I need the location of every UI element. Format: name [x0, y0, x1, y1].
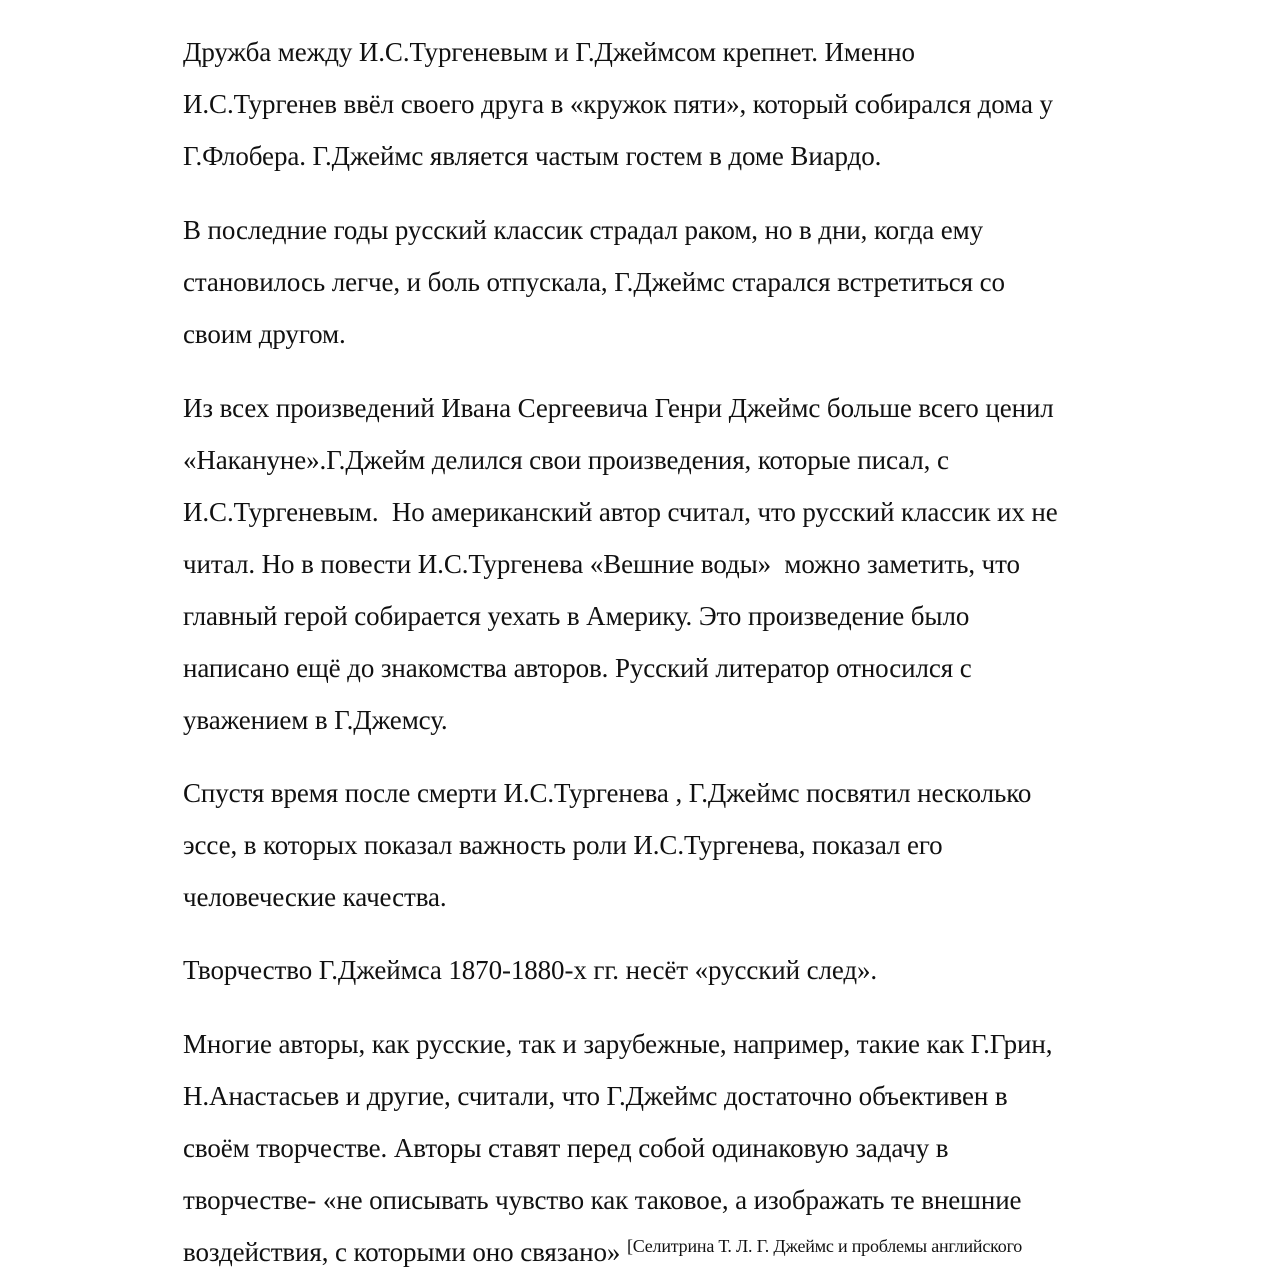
text-line: своим другом. — [183, 319, 346, 349]
text-line: Многие авторы, как русские, так и зарубежные, например, такие как Г.Грин, — [183, 1029, 1053, 1059]
text-line: творчестве- «не описывать чувство как таковое, а изображать те внешние — [183, 1185, 1022, 1215]
text-line-content: воздействия, с которыми оно связано» — [183, 1237, 627, 1267]
paragraph-essays — [183, 767, 1183, 923]
text-line: И.С.Тургеневым. Но американский автор считал, что русский классик их не — [183, 497, 1058, 527]
text-line: Спустя время после смерти И.С.Тургенева , Г.Джеймс посвятил несколько — [183, 778, 1032, 808]
paragraph-russian-trace — [183, 944, 1183, 996]
text-line: написано ещё до знакомства авторов. Русский литератор относился с — [183, 653, 972, 683]
citation-footnote: [Селитрина Т. Л. Г. Джеймс и проблемы английского — [626, 1236, 1023, 1256]
paragraph-works — [183, 382, 1183, 746]
text-line: И.С.Тургенев ввёл своего друга в «кружок пяти», который собирался дома у — [183, 89, 1053, 119]
paragraph-friendship — [183, 26, 1183, 182]
text-line: Н.Анастасьев и другие, считали, что Г.Джеймс достаточно объективен в — [183, 1081, 1008, 1111]
text-line: становилось легче, и боль отпускала, Г.Джеймс старался встретиться со — [183, 267, 1005, 297]
text-line: человеческие качества. — [183, 882, 447, 912]
text-line: своём творчестве. Авторы ставят перед собой одинаковую задачу в — [183, 1133, 949, 1163]
text-line: читал. Но в повести И.С.Тургенева «Вешние воды» можно заметить, что — [183, 549, 1020, 579]
paragraph-authors — [183, 1018, 1183, 1278]
text-line: Дружба между И.С.Тургеневым и Г.Джеймсом крепнет. Именно — [183, 37, 915, 67]
text-line: Г.Флобера. Г.Джеймс является частым гостем в доме Виардо. — [183, 141, 882, 171]
text-line: главный герой собирается уехать в Америку. Это произведение было — [183, 601, 970, 631]
paragraph-illness — [183, 204, 1183, 360]
text-line: В последние годы русский классик страдал раком, но в дни, когда ему — [183, 215, 984, 245]
text-line: уважением в Г.Джемсу. — [183, 705, 448, 735]
text-line: Из всех произведений Ивана Сергеевича Генри Джеймс больше всего ценил — [183, 393, 1054, 423]
text-line: Творчество Г.Джеймса 1870-1880-х гг. несёт «русский след». — [183, 955, 878, 985]
text-line: «Накануне».Г.Джейм делился свои произведения, которые писал, с — [183, 445, 949, 475]
text-line: эссе, в которых показал важность роли И.С.Тургенева, показал его — [183, 830, 943, 860]
text-line-with-footnote — [183, 1226, 1183, 1278]
